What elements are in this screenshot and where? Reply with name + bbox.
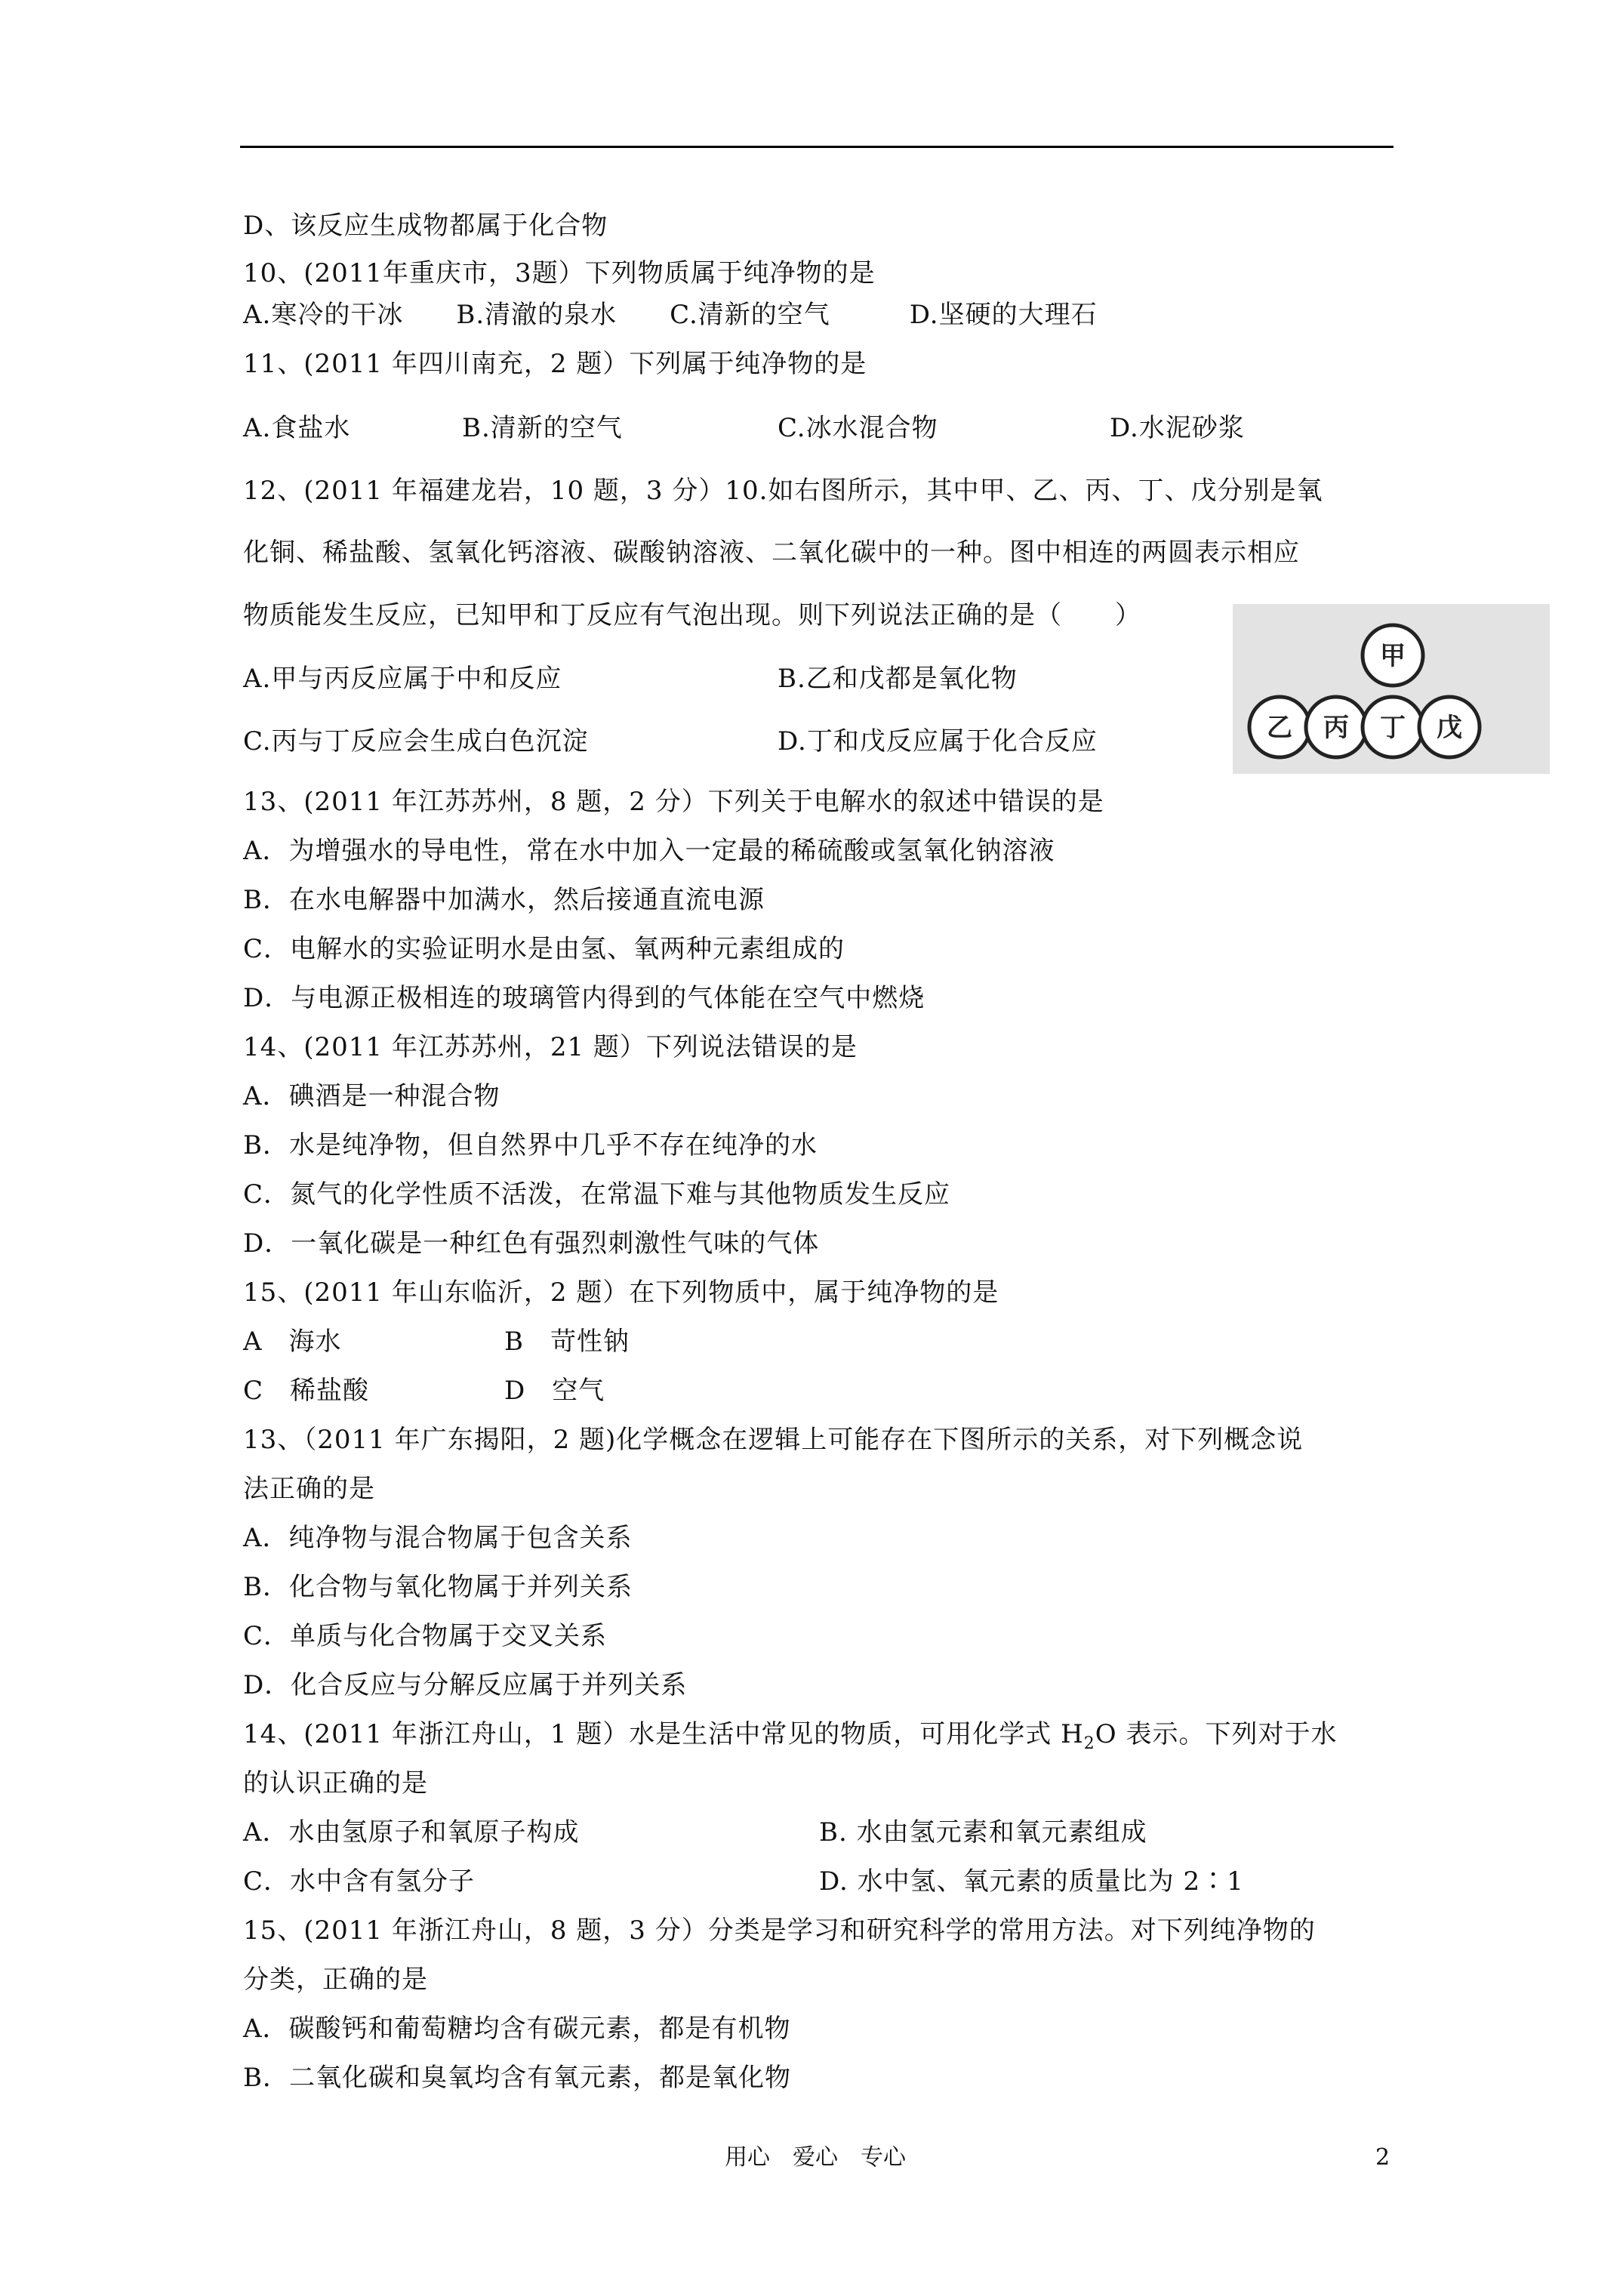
q14b-stem-subscript: 2 [1083,1734,1095,1753]
text-line-l37: B．二氧化碳和臭氧均含有氧元素，都是氧化物 [243,2063,791,2093]
text-line-l2: 10、(2011年重庆市，3题）下列物质属于纯净物的是 [243,258,876,288]
text-line-l15: D．与电源正极相连的玻璃管内得到的气体能在空气中燃烧 [243,983,925,1013]
text-line-l34: 15、(2011 年浙江舟山，8 题，3 分）分类是学习和研究科学的常用方法。对下列纯净物的 [243,1915,1316,1946]
text-line-l25: 法正确的是 [243,1474,375,1504]
q12-option-0: A.甲与丙反应属于中和反应 [243,664,562,694]
circle-label-wu: 戊 [1437,713,1462,743]
circle-label-ding: 丁 [1380,713,1406,743]
text-line-l31: 的认识正确的是 [243,1768,428,1798]
q14b-stem-suffix: O 表示。下列对于水 [1095,1719,1338,1749]
text-line-l13: B．在水电解器中加满水，然后接通直流电源 [243,885,765,915]
q11-option-1: B.清新的空气 [462,413,623,443]
q14b-option-2: C．水中含有氢分子 [243,1866,476,1897]
q14b-option-1: B. 水由氢元素和氧元素组成 [819,1817,1147,1848]
text-line-l3: A.寒冷的干冰 B.清澈的泉水 C.清新的空气 D.坚硬的大理石 [243,300,1098,330]
reaction-circles-svg [1233,604,1550,774]
text-line-l26: A．纯净物与混合物属于包含关系 [243,1523,633,1553]
text-line-l8: 物质能发生反应，已知甲和丁反应有气泡出现。则下列说法正确的是（ ） [243,600,1141,630]
q11-option-0: A.食盐水 [243,413,351,443]
q14b-option-0: A．水由氢原子和氧原子构成 [243,1817,580,1848]
page-number: 2 [1375,2144,1390,2171]
q15-option-3: D 空气 [504,1376,605,1406]
circle-label-bing: 丙 [1323,713,1349,743]
text-line-l21: 15、(2011 年山东临沂，2 题）在下列物质中，属于纯净物的是 [243,1277,999,1308]
text-line-l29: D．化合反应与分解反应属于并列关系 [243,1670,688,1700]
q11-option-2: C.冰水混合物 [778,413,938,443]
text-line-l27: B．化合物与氧化物属于并列关系 [243,1572,633,1602]
text-line-l24: 13、（2011 年广东揭阳，2 题)化学概念在逻辑上可能存在下图所示的关系，对下列概念说 [243,1425,1304,1455]
q12-option-1: B.乙和戊都是氧化物 [778,664,1018,694]
footer-motto: 用心 爱心 专心 [725,2144,906,2171]
q14b-option-3: D. 水中氢、氧元素的质量比为 2∶1 [819,1866,1244,1897]
circle-label-jia: 甲 [1380,641,1406,671]
q12-option-3: D.丁和戊反应属于化合反应 [778,726,1098,757]
text-line-l12: A．为增强水的导电性，常在水中加入一定最的稀硫酸或氢氧化钠溶液 [243,836,1055,866]
circle-label-yi: 乙 [1267,713,1292,743]
q15-option-1: B 苛性钠 [504,1327,630,1357]
text-line-l4: 11、(2011 年四川南充，2 题）下列属于纯净物的是 [243,349,867,379]
text-line-l6: 12、(2011 年福建龙岩，10 题，3 分）10.如右图所示，其中甲、乙、丙、丁、戊分别是氧 [243,476,1323,506]
text-line-l17: A．碘酒是一种混合物 [243,1081,500,1111]
q15-option-2: C 稀盐酸 [243,1376,370,1406]
header-rule [240,146,1394,148]
text-line-l36: A．碳酸钙和葡萄糖均含有碳元素，都是有机物 [243,2014,791,2044]
text-line-l35: 分类，正确的是 [243,1965,428,1995]
text-line-l18: B．水是纯净物，但自然界中几乎不存在纯净的水 [243,1130,818,1160]
text-line-l14: C．电解水的实验证明水是由氢、氧两种元素组成的 [243,934,845,964]
q15-option-0: A 海水 [243,1327,342,1357]
q14b-stem [243,1718,1337,1761]
q11-option-3: D.水泥砂浆 [1110,413,1245,443]
q12-option-2: C.丙与丁反应会生成白色沉淀 [243,726,589,757]
text-line-l1: D、该反应生成物都属于化合物 [243,211,608,241]
text-line-l28: C．单质与化合物属于交叉关系 [243,1621,608,1651]
text-line-l20: D．一氧化碳是一种红色有强烈刺激性气味的气体 [243,1228,820,1259]
text-line-l16: 14、(2011 年江苏苏州，21 题）下列说法错误的是 [243,1032,858,1062]
q14b-stem-prefix: 14、(2011 年浙江舟山，1 题）水是生活中常见的物质，可用化学式 H [243,1719,1084,1749]
reaction-circles-figure [1233,604,1550,774]
text-line-l19: C．氮气的化学性质不活泼，在常温下难与其他物质发生反应 [243,1179,951,1210]
text-line-l11: 13、(2011 年江苏苏州，8 题，2 分）下列关于电解水的叙述中错误的是 [243,787,1104,817]
text-line-l7: 化铜、稀盐酸、氢氧化钙溶液、碳酸钠溶液、二氧化碳中的一种。图中相连的两圆表示相应 [243,538,1300,568]
